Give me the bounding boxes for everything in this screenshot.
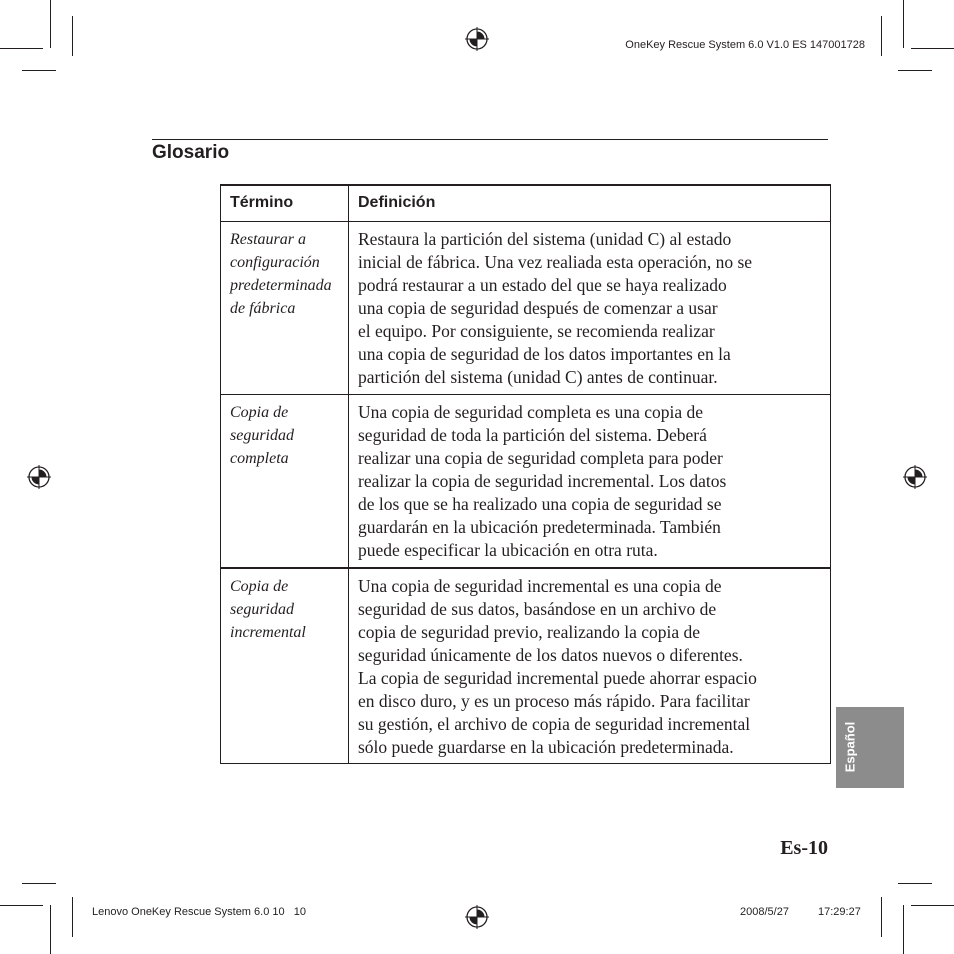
crop-mark	[898, 70, 932, 71]
crop-mark	[0, 48, 43, 49]
definition-line: realizar la copia de seguridad incremental. Los datos	[358, 471, 727, 491]
crop-mark	[903, 905, 904, 954]
definition-line: el equipo. Por consiguiente, se recomienda realizar	[358, 321, 715, 341]
glossary-table	[220, 184, 831, 764]
definition-line: La copia de seguridad incremental puede ahorrar espacio	[358, 668, 757, 688]
term-cell	[221, 222, 349, 395]
crop-mark	[881, 897, 882, 937]
definition-cell	[349, 222, 831, 395]
definition-line: su gestión, el archivo de copia de seguridad incremental	[358, 714, 751, 734]
crop-mark	[50, 0, 51, 48]
term-line: Copia de	[230, 404, 289, 421]
crop-mark	[22, 883, 56, 884]
term-cell	[221, 568, 349, 764]
crop-mark	[898, 883, 932, 884]
definition-line: seguridad de toda la partición del sistema. Deberá	[358, 425, 707, 445]
crop-mark	[911, 48, 954, 49]
definition-line: seguridad únicamente de los datos nuevos o diferentes.	[358, 645, 743, 665]
term-line: predeterminada	[230, 277, 332, 294]
term-line: de fábrica	[230, 300, 296, 317]
crop-mark	[72, 16, 73, 56]
section-title: Glosario	[152, 142, 230, 163]
footer-time: 17:29:27	[818, 906, 861, 918]
definition-line: realizar una copia de seguridad completa para poder	[358, 448, 723, 468]
term-cell	[221, 395, 349, 569]
table-row	[221, 222, 831, 395]
definition-line: una copia de seguridad de los datos importantes en la	[358, 344, 731, 364]
term-line: completa	[230, 450, 289, 467]
footer-file-name: Lenovo OneKey Rescue System 6.0 10 10	[92, 906, 307, 918]
definition-line: podrá restaurar a un estado del que se haya realizado	[358, 275, 727, 295]
column-header-definition: Definición	[349, 185, 831, 222]
crop-mark	[22, 70, 56, 71]
definition-line: guardarán en la ubicación predeterminada. También	[358, 517, 721, 537]
definition-line: puede especificar la ubicación en otra ruta.	[358, 540, 658, 560]
definition-line: copia de seguridad previo, realizando la copia de	[358, 622, 701, 642]
table-header-row	[221, 185, 831, 222]
definition-line: Una copia de seguridad incremental es una copia de	[358, 576, 722, 596]
definition-line: partición del sistema (unidad C) antes de continuar.	[358, 367, 718, 387]
registration-mark-icon	[465, 905, 489, 929]
crop-mark	[911, 905, 954, 906]
registration-mark-icon	[903, 465, 927, 489]
column-header-term: Término	[221, 185, 349, 222]
definition-line: seguridad de sus datos, basándose en un archivo de	[358, 599, 717, 619]
definition-cell	[349, 395, 831, 569]
crop-mark	[903, 0, 904, 48]
definition-line: Restaura la partición del sistema (unidad C) al estado	[358, 229, 732, 249]
term-line: Copia de	[230, 578, 289, 595]
term-line: incremental	[230, 624, 306, 641]
term-line: Restaurar a	[230, 231, 306, 248]
crop-mark	[72, 897, 73, 937]
header-doc-id: OneKey Rescue System 6.0 V1.0 ES 147001728	[625, 39, 865, 51]
table-row	[221, 395, 831, 569]
crop-mark	[881, 16, 882, 56]
section-rule	[152, 139, 828, 140]
definition-line: en disco duro, y es un proceso más rápido. Para facilitar	[358, 691, 750, 711]
language-tab-label: Español	[842, 721, 858, 773]
crop-mark	[0, 905, 43, 906]
footer-date: 2008/5/27	[740, 906, 789, 918]
definition-line: una copia de seguridad después de comenzar a usar	[358, 298, 718, 318]
page-number: Es-10	[780, 837, 828, 859]
definition-line: Una copia de seguridad completa es una copia de	[358, 402, 704, 422]
table-row	[221, 568, 831, 764]
term-line: seguridad	[230, 601, 294, 618]
definition-line: inicial de fábrica. Una vez realiada esta operación, no se	[358, 252, 753, 272]
registration-mark-icon	[27, 465, 51, 489]
definition-cell	[349, 568, 831, 764]
term-line: seguridad	[230, 427, 294, 444]
term-line: configuración	[230, 254, 320, 271]
definition-line: sólo puede guardarse en la ubicación predeterminada.	[358, 737, 734, 757]
registration-mark-icon	[465, 27, 489, 51]
crop-mark	[50, 905, 51, 954]
definition-line: de los que se ha realizado una copia de seguridad se	[358, 494, 722, 514]
